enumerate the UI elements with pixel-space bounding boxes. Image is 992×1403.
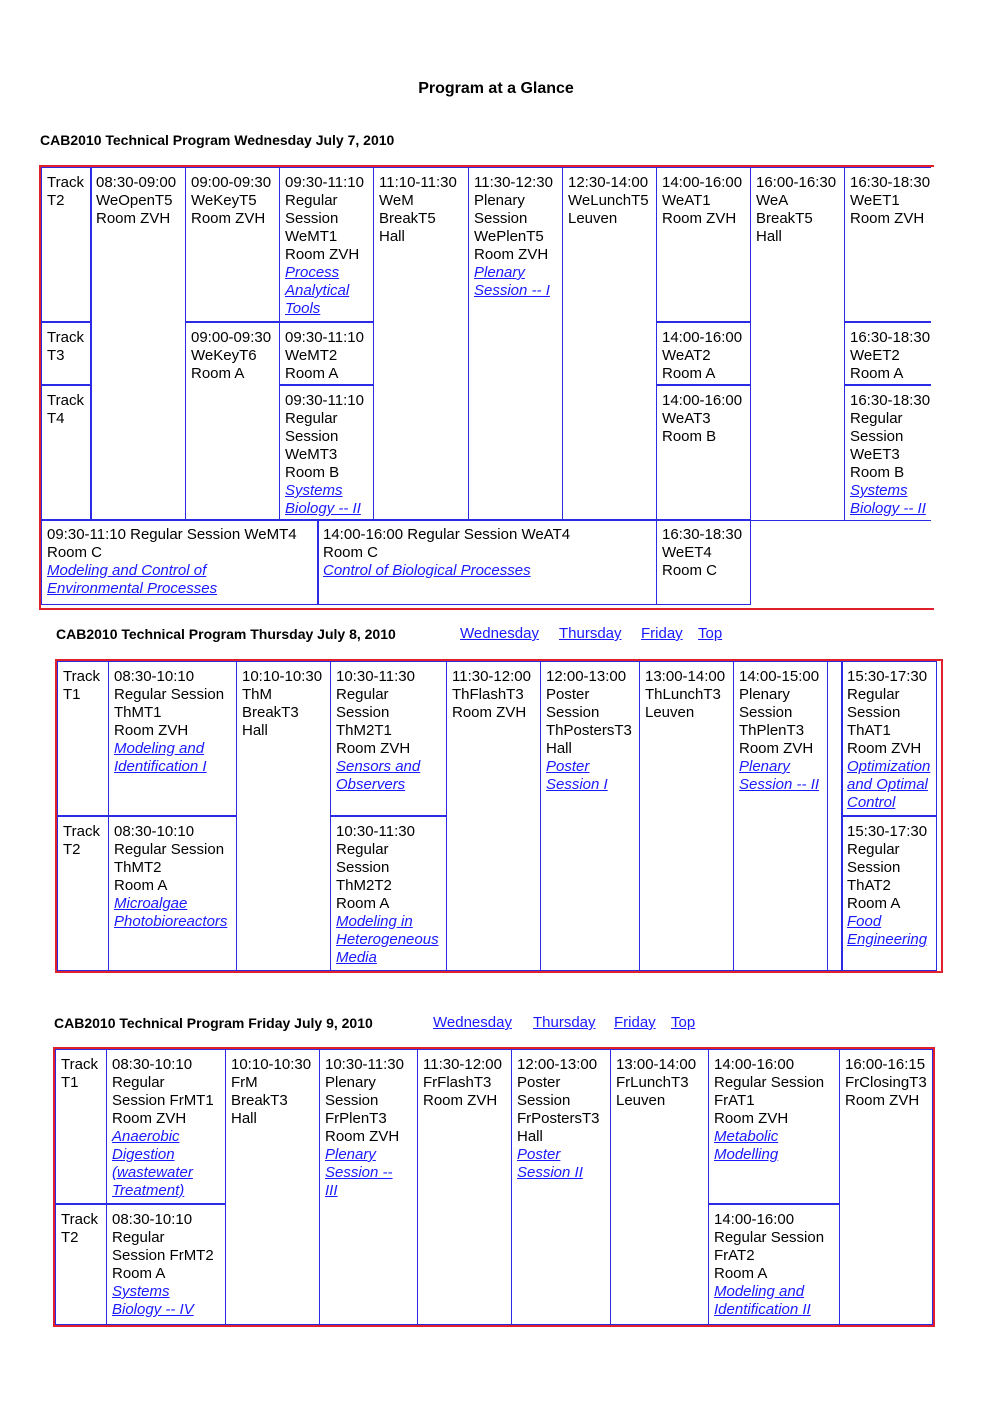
wed-lunch: 12:30-14:00 WeLunchT5 Leuven	[562, 167, 657, 521]
wed-track-t3: Track T3	[41, 322, 92, 385]
fri-plenary-session: 10:30-11:30 Plenary Session FrPlenT3 Room ZVH Plenary Session -- III	[319, 1049, 418, 1325]
frposter-link[interactable]: Poster Session II	[517, 1146, 583, 1181]
frmt1-link[interactable]: Anaerobic Digestion (wastewater Treatment)	[112, 1128, 193, 1199]
fri-poster-session: 12:00-13:00 Poster Session FrPostersT3 Hall Poster Session II	[511, 1049, 611, 1325]
fri-closing-session: 16:00-16:15 FrClosingT3 Room ZVH	[839, 1049, 933, 1325]
wed-keynote-t5: 09:00-09:30 WeKeyT5 Room ZVH	[185, 167, 280, 322]
weat4-link[interactable]: Control of Biological Processes	[323, 562, 531, 579]
wed-session-weet4: 16:30-18:30 WeET4 Room C	[656, 519, 751, 605]
wed-session-weet3: 16:30-18:30 Regular Session WeET3 Room B Systems Biology -- II	[844, 385, 931, 521]
that1-link[interactable]: Optimization and Optimal Control	[847, 758, 931, 811]
thu-morning-break: 10:10-10:30 ThM BreakT3 Hall	[236, 661, 331, 971]
nav-top-link[interactable]: Top	[698, 625, 723, 642]
thu-flash-session: 11:30-12:00 ThFlashT3 Room ZVH	[446, 661, 541, 971]
thu-track-t2: Track T2	[57, 816, 109, 971]
fri-morning-break: 10:10-10:30 FrM BreakT3 Hall	[225, 1049, 320, 1325]
fri-session-frat1: 14:00-16:00 Regular Session FrAT1 Room ZVH Metabolic Modelling	[708, 1049, 840, 1204]
wed-session-weet2: 16:30-18:30 WeET2 Room A	[844, 322, 931, 385]
wed-opening-session: 08:30-09:00 WeOpenT5 Room ZVH	[90, 167, 186, 521]
nav-wednesday-link-2[interactable]: Wednesday	[433, 1014, 512, 1031]
wednesday-schedule-grid	[41, 167, 931, 605]
page-title: Program at a Glance	[418, 80, 574, 97]
thm2t2-link[interactable]: Modeling in Heterogeneous Media	[336, 913, 439, 966]
nav-wednesday-link[interactable]: Wednesday	[460, 625, 539, 642]
thposter-link[interactable]: Poster Session I	[546, 758, 608, 793]
thu-session-thm2t2: 10:30-11:30 Regular Session ThM2T2 Room A Modeling in Heterogeneous Media	[330, 816, 447, 971]
weplen-link[interactable]: Plenary Session -- I	[474, 264, 550, 299]
wednesday-heading: CAB2010 Technical Program Wednesday July 7, 2010	[40, 132, 395, 148]
weet3-link[interactable]: Systems Biology -- II	[850, 482, 926, 517]
friday-schedule-table	[53, 1047, 935, 1327]
fri-session-frat2: 14:00-16:00 Regular Session FrAT2 Room A Modeling and Identification II	[708, 1204, 840, 1325]
wed-plenary-session: 11:30-12:30 Plenary Session WePlenT5 Room ZVH Plenary Session -- I	[468, 167, 563, 521]
thursday-schedule-table	[55, 659, 943, 973]
fri-lunch: 13:00-14:00 FrLunchT3 Leuven	[610, 1049, 709, 1325]
thursday-heading: CAB2010 Technical Program Thursday July 8, 2010	[56, 626, 396, 642]
that2-link[interactable]: Food Engineering	[847, 913, 928, 948]
wed-afternoon-break: 16:00-16:30 WeA BreakT5 Hall	[750, 167, 845, 521]
friday-heading: CAB2010 Technical Program Friday July 9, 2010	[54, 1015, 373, 1031]
wed-keynote-t6: 09:00-09:30 WeKeyT6 Room A	[185, 322, 280, 521]
wed-session-weet1: 16:30-18:30 WeET1 Room ZVH	[844, 167, 931, 322]
thu-session-that1: 15:30-17:30 Regular Session ThAT1 Room ZVH Optimization and Optimal Control	[841, 661, 937, 816]
thu-track-t1: Track T1	[57, 661, 109, 816]
wed-session-weat2: 14:00-16:00 WeAT2 Room A	[656, 322, 751, 385]
thu-lunch: 13:00-14:00 ThLunchT3 Leuven	[639, 661, 734, 971]
thmt1-link[interactable]: Modeling and Identification I	[114, 740, 207, 775]
nav-thursday-link-2[interactable]: Thursday	[533, 1014, 596, 1031]
fri-flash-session: 11:30-12:00 FrFlashT3 Room ZVH	[417, 1049, 512, 1325]
wed-session-weat3: 14:00-16:00 WeAT3 Room B	[656, 385, 751, 521]
thm2t1-link[interactable]: Sensors and Observers	[336, 758, 421, 793]
thu-poster-session: 12:00-13:00 Poster Session ThPostersT3 Hall Poster Session I	[540, 661, 640, 971]
thu-session-thm2t1: 10:30-11:30 Regular Session ThM2T1 Room ZVH Sensors and Observers	[330, 661, 447, 816]
nav-top-link-2[interactable]: Top	[671, 1014, 696, 1031]
wemt3-link[interactable]: Systems Biology -- II	[285, 482, 361, 517]
nav-friday-link[interactable]: Friday	[641, 625, 683, 642]
thu-session-thmt2: 08:30-10:10 Regular Session ThMT2 Room A Microalgae Photobioreactors	[108, 816, 237, 971]
thplen-link[interactable]: Plenary Session -- II	[739, 758, 820, 793]
wed-morning-break: 11:10-11:30 WeM BreakT5 Hall	[373, 167, 469, 521]
thmt2-link[interactable]: Microalgae Photobioreactors	[114, 895, 228, 930]
fri-track-t1: Track T1	[55, 1049, 107, 1204]
thu-session-thmt1: 08:30-10:10 Regular Session ThMT1 Room ZVH Modeling and Identification I	[108, 661, 237, 816]
wemt4-link[interactable]: Modeling and Control of Environmental Processes	[47, 562, 218, 597]
wed-session-weat4: 14:00-16:00 Regular Session WeAT4 Room C Control of Biological Processes	[317, 519, 657, 605]
fri-session-frmt1: 08:30-10:10 Regular Session FrMT1 Room ZVH Anaerobic Digestion (wastewater Treatment)	[106, 1049, 226, 1204]
wed-session-wemt2: 09:30-11:10 WeMT2 Room A	[279, 322, 374, 385]
fri-session-frmt2: 08:30-10:10 Regular Session FrMT2 Room A Systems Biology -- IV	[106, 1204, 226, 1325]
frat2-link[interactable]: Modeling and Identification II	[714, 1283, 811, 1318]
frplen-link[interactable]: Plenary Session -- III	[325, 1146, 393, 1199]
wed-session-wemt1: 09:30-11:10 Regular Session WeMT1 Room ZVH Process Analytical Tools	[279, 167, 374, 322]
frat1-link[interactable]: Metabolic Modelling	[714, 1128, 779, 1163]
nav-thursday-link[interactable]: Thursday	[559, 625, 622, 642]
wed-session-wemt3: 09:30-11:10 Regular Session WeMT3 Room B Systems Biology -- II	[279, 385, 374, 521]
wed-session-wemt4: 09:30-11:10 Regular Session WeMT4 Room C Modeling and Control of Environmental Processes	[41, 519, 319, 605]
thu-session-that2: 15:30-17:30 Regular Session ThAT2 Room A Food Engineering	[841, 816, 937, 971]
wed-track-t4: Track T4	[41, 385, 92, 521]
frmt2-link[interactable]: Systems Biology -- IV	[112, 1283, 194, 1318]
wed-session-weat1: 14:00-16:00 WeAT1 Room ZVH	[656, 167, 751, 322]
wemt1-link[interactable]: Process Analytical Tools	[285, 264, 350, 317]
wed-track-t2: Track T2	[41, 167, 92, 322]
nav-friday-link-2[interactable]: Friday	[614, 1014, 656, 1031]
thu-plenary-session: 14:00-15:00 Plenary Session ThPlenT3 Room ZVH Plenary Session -- II	[733, 661, 828, 971]
fri-track-t2: Track T2	[55, 1204, 107, 1325]
